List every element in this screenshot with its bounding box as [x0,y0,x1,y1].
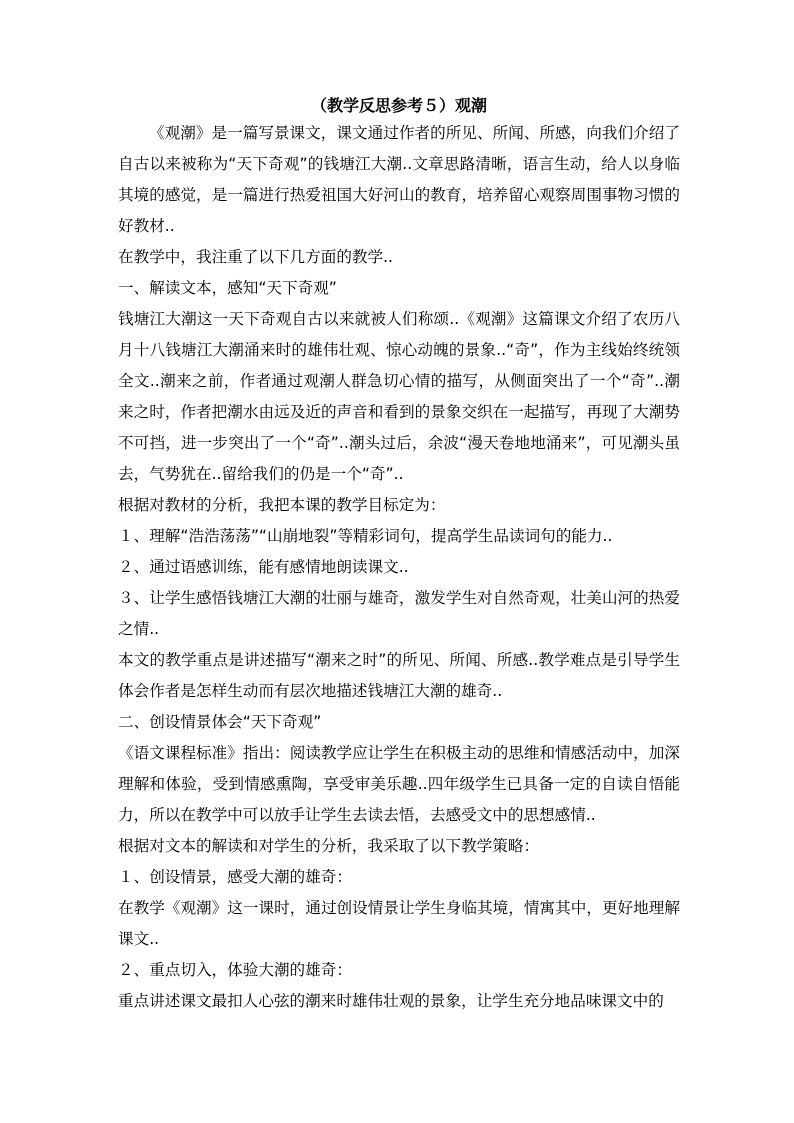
document-body [118,118,680,1017]
paragraph-analysis: 钱塘江大潮这一天下奇观自古以来就被人们称颂..《观潮》这篇课文介绍了农历八月十八钱塘江大潮涌来时的雄伟壮观、惊心动魄的景象..“奇”，作为主线始终统领全文..潮来之前，作者通过观潮人群急切心情的描写，从侧面突出了一个“奇”..潮来之时，作者把潮水由远及近的声音和看到的景象交织在一起描写，再现了大潮势不可挡，进一步突出了一个“奇”..潮头过后，余波“漫天卷地地涌来”，可见潮头虽去，气势犹在..留给我们的仍是一个“奇”.. [118,310,680,483]
paragraph-strategy-2-detail: 重点讲述课文最扣人心弦的潮来时雄伟壮观的景象，让学生充分地品味课文中的 [118,992,664,1010]
strategy-item-1: １、创设情景，感受大潮的雄奇： [118,868,352,886]
strategy-item-2: ２、重点切入，体验大潮的雄奇： [118,961,352,979]
paragraph-strategy-intro: 根据对文本的解读和对学生的分析，我采取了以下教学策略： [118,837,540,855]
document-page [118,94,680,1017]
paragraph-teaching-focus: 在教学中，我注重了以下几方面的教学.. [118,248,394,266]
goal-item-2: ２、通过语感训练，能有感情地朗读课文.. [118,558,409,576]
paragraph-standards: 《语文课程标准》指出：阅读教学应让学生在积极主动的思维和情感活动中，加深理解和体验，受到情感熏陶，享受审美乐趣..四年级学生已具备一定的自读自悟能力，所以在教学中可以放手让学生去读去悟，去感受文中的思想感情.. [118,744,680,824]
paragraph-goals-intro: 根据对教材的分析，我把本课的教学目标定为： [118,496,446,514]
paragraph-key-points: 本文的教学重点是讲述描写“潮来之时”的所见、所闻、所感..教学难点是引导学生体会作者是怎样生动而有层次地描述钱塘江大潮的雄奇.. [118,651,680,700]
goal-item-1: １、理解“浩浩荡荡”“山崩地裂”等精彩词句，提高学生品读词句的能力.. [118,527,613,545]
document-title: （教学反思参考５）观潮 [310,96,487,115]
paragraph-strategy-1-detail: 在教学《观潮》这一课时，通过创设情景让学生身临其境，情寓其中，更好地理解课文.. [118,899,680,948]
paragraph-intro: 《观潮》是一篇写景课文，课文通过作者的所见、所闻、所感，向我们介绍了自古以来被称为“天下奇观”的钱塘江大潮..文章思路清晰，语言生动，给人以身临其境的感觉，是一篇进行热爱祖国大好河山的教育，培养留心观察周围事物习惯的好教材.. [118,124,680,235]
section-heading-1: 一、解读文本，感知“天下奇观” [118,279,337,297]
goal-item-3: ３、让学生感悟钱塘江大潮的壮丽与雄奇，激发学生对自然奇观，壮美山河的热爱之情.. [118,589,680,638]
section-heading-2: 二、创设情景体会“天下奇观” [118,713,322,731]
